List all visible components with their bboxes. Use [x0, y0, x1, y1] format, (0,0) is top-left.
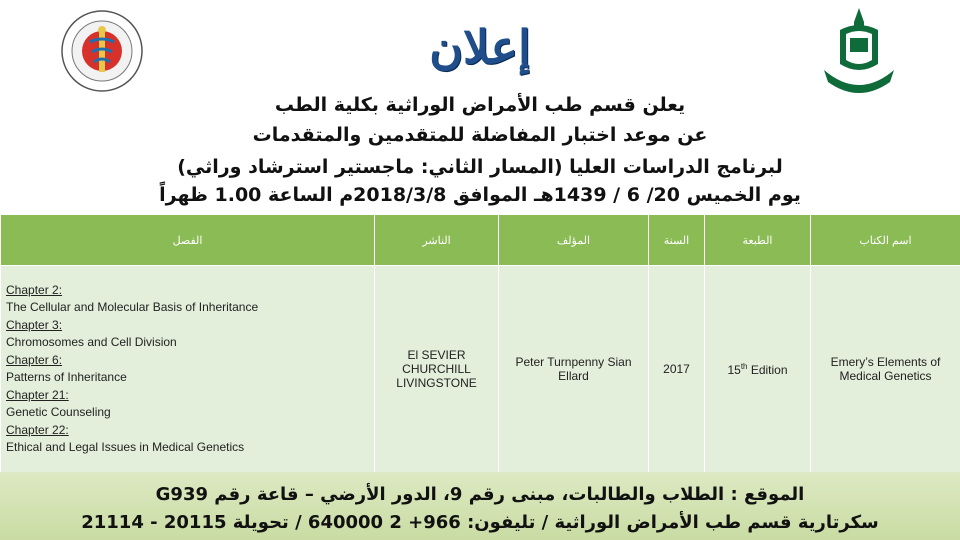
footer-info: [0, 472, 960, 540]
header-edition: الطبعة: [705, 215, 811, 266]
author-line: Peter Turnpenny Sian: [515, 355, 632, 369]
year-cell: 2017: [649, 266, 705, 473]
book-name-cell: [811, 266, 960, 473]
header-chapter: الفصل: [1, 215, 375, 266]
header-book-name: اسم الكتاب: [811, 215, 960, 266]
publisher-line: LIVINGSTONE: [396, 376, 477, 390]
book-name-line: Emery’s Elements of: [830, 355, 941, 369]
header-publisher: الناشر: [375, 215, 499, 266]
chapter-head: Chapter 3:: [6, 317, 63, 332]
textbook-table-wrapper: [0, 214, 960, 472]
edition-word: Edition: [747, 362, 788, 377]
chapter-head: Chapter 6:: [6, 352, 63, 367]
author-cell: [499, 266, 649, 473]
announcement-line-1: يعلن قسم طب الأمراض الوراثية بكلية الطب: [274, 94, 686, 116]
header-author: المؤلف: [499, 215, 649, 266]
chapter-head: Chapter 2:: [6, 282, 63, 297]
edition-suffix: th: [740, 361, 748, 371]
author-line: Ellard: [558, 369, 589, 383]
contact-line: سكرتارية قسم طب الأمراض الوراثية / تليفون: 966+ 2 640000 / تحويلة 20115 - 21114: [81, 512, 879, 533]
chapter-title: Patterns of Inheritance: [6, 370, 127, 384]
chapter-head: Chapter 21:: [6, 387, 69, 402]
location-line: الموقع : الطلاب والطالبات، مبنى رقم 9، الدور الأرضي – قاعة رقم G939: [155, 484, 805, 505]
chapters-cell: [1, 266, 375, 473]
announcement-line-3: لبرنامج الدراسات العليا (المسار الثاني: ماجستير استرشاد وراثي): [177, 156, 783, 178]
edition-cell: [705, 266, 811, 473]
chapter-title: The Cellular and Molecular Basis of Inheritance: [6, 300, 259, 314]
announcement-line-4: يوم الخميس 20/ 6 / 1439هـ الموافق 2018/3/8م الساعة 1.00 ظهراً: [159, 184, 801, 206]
announcement-line-2: عن موعد اختبار المفاضلة للمتقدمين والمتقدمات: [252, 124, 708, 146]
publisher-line: CHURCHILL: [402, 362, 471, 376]
publisher-cell: [375, 266, 499, 473]
header-year: السنة: [649, 215, 705, 266]
textbook-table: [0, 214, 960, 473]
chapter-title: Chromosomes and Cell Division: [6, 335, 177, 349]
publisher-line: El SEVIER: [407, 348, 466, 362]
chapter-title: Genetic Counseling: [6, 405, 111, 419]
announcement-header: [0, 0, 960, 214]
edition-number: 15: [727, 362, 741, 377]
announcement-title: إعلان: [429, 20, 531, 74]
table-row: [1, 266, 960, 473]
table-header-row: [1, 215, 960, 266]
book-name-line: Medical Genetics: [839, 369, 932, 383]
chapter-title: Ethical and Legal Issues in Medical Genetics: [6, 440, 245, 454]
chapter-head: Chapter 22:: [6, 422, 69, 437]
